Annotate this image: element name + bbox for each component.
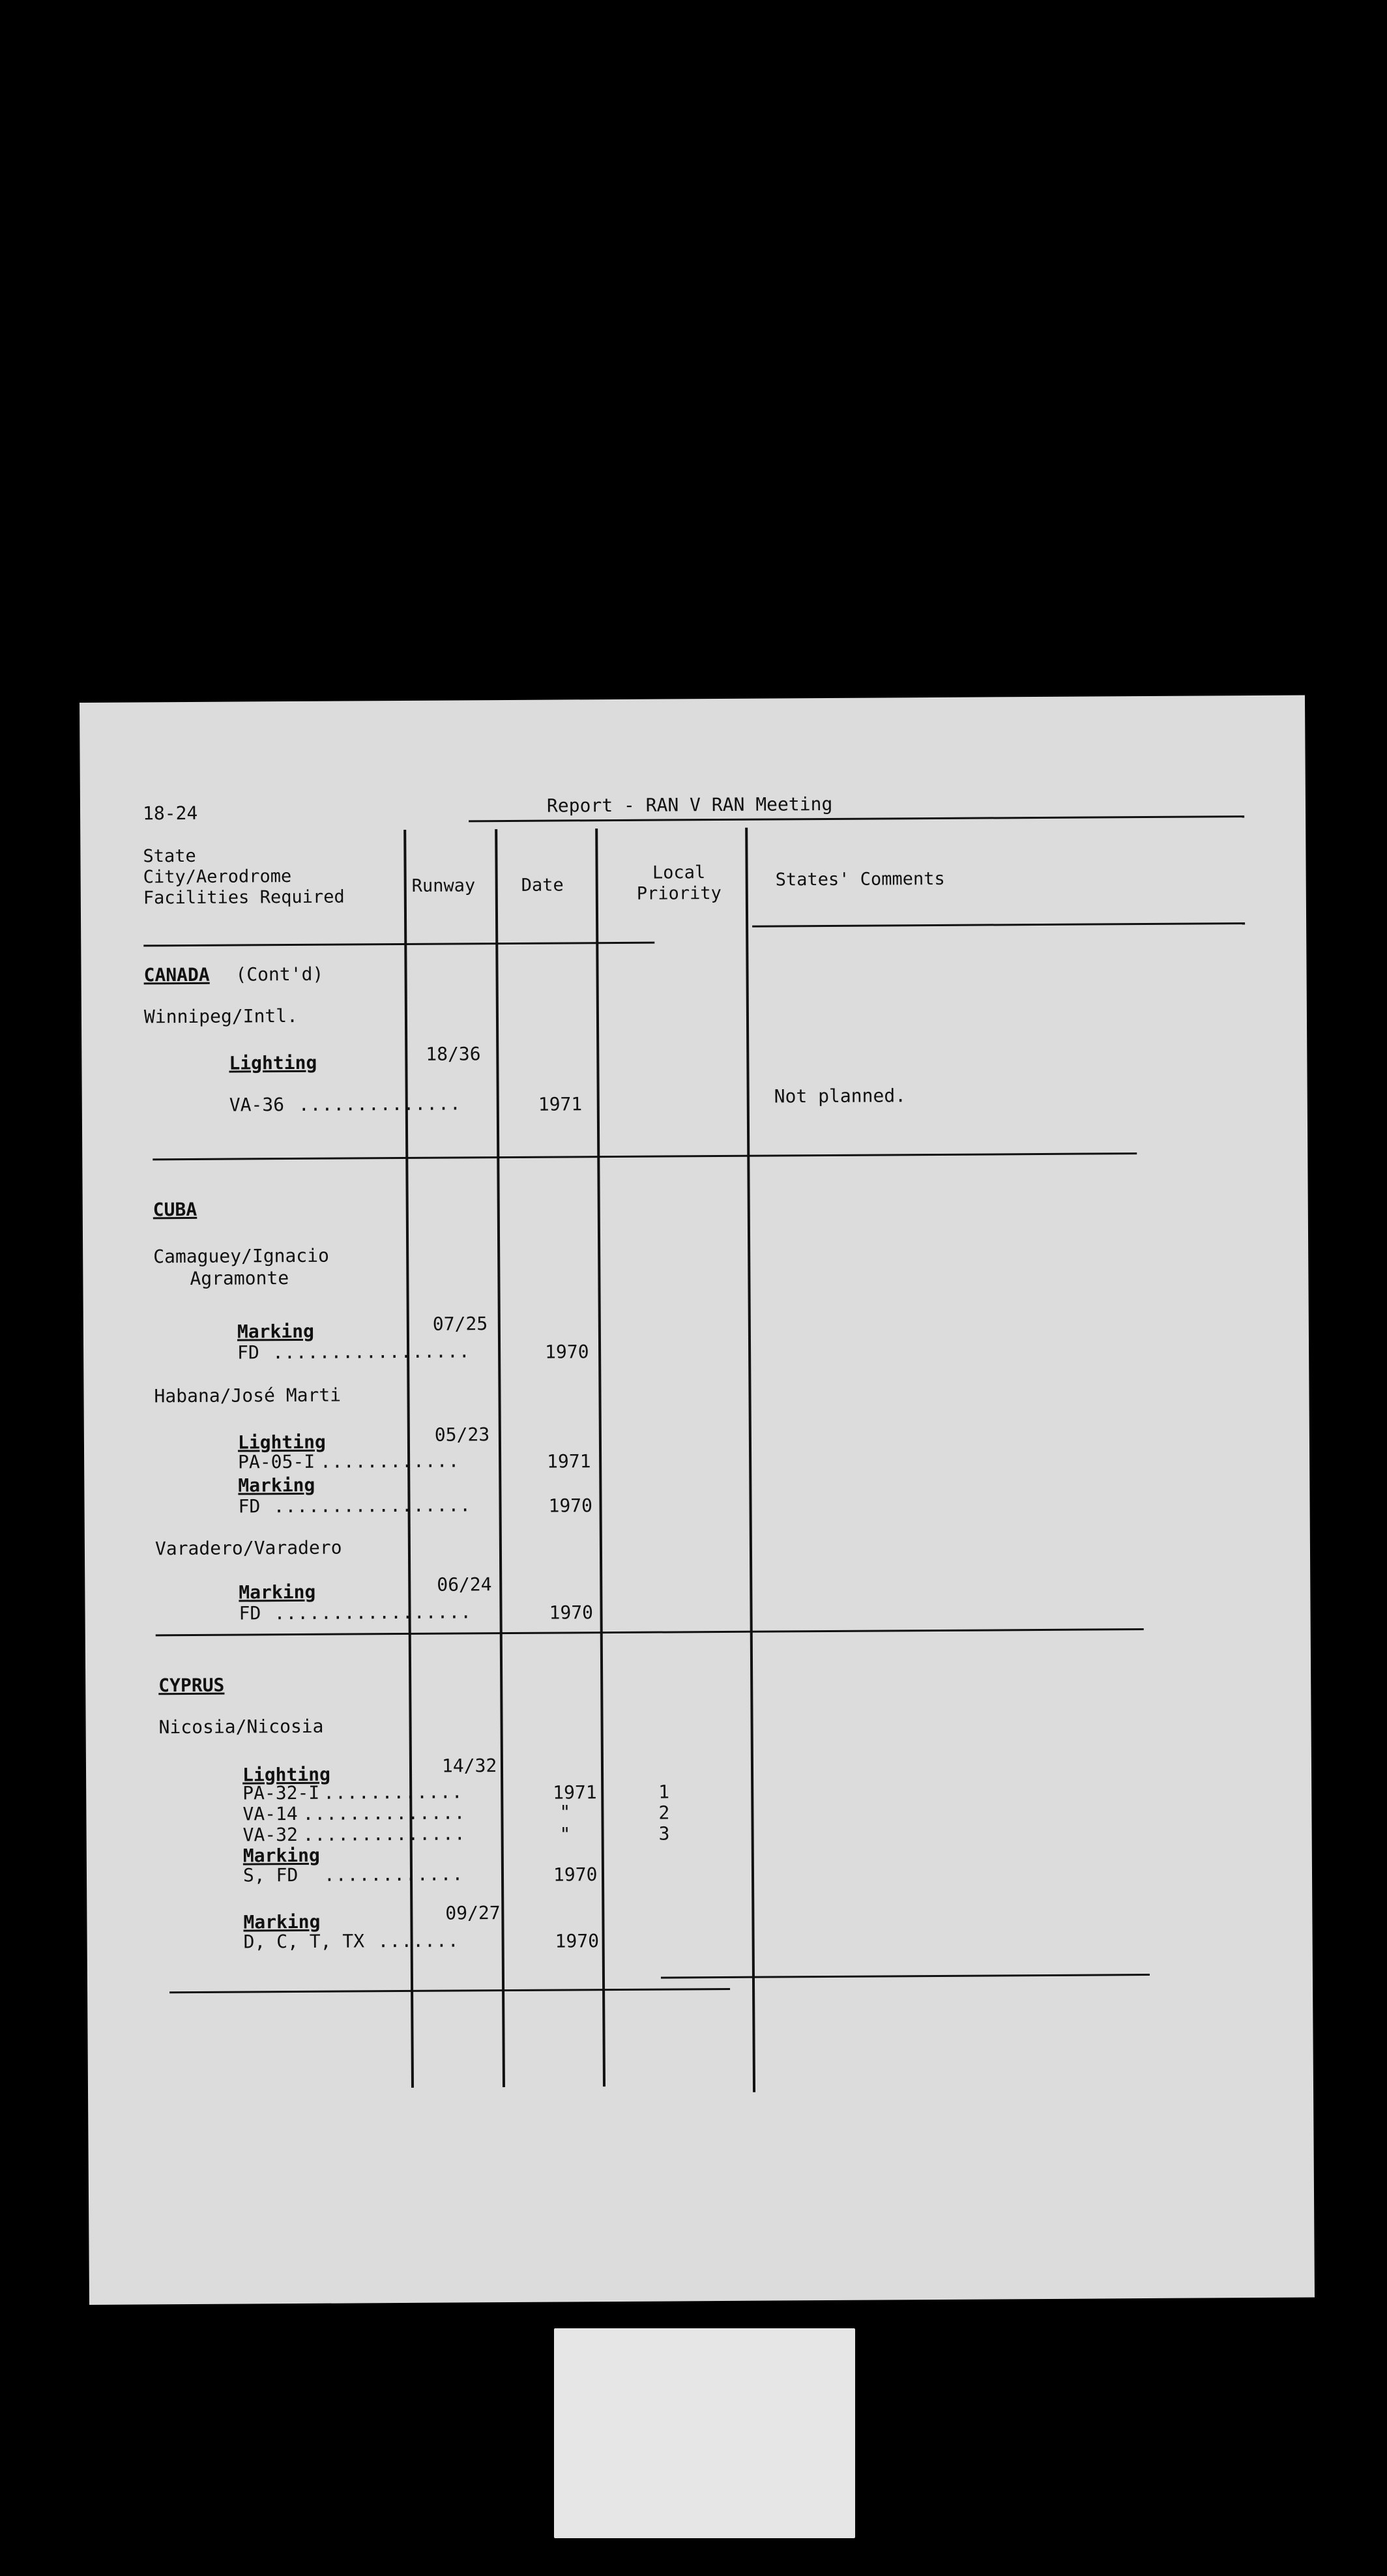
- group-heading: Marking: [242, 1844, 320, 1867]
- leader-dots: ..............: [298, 1092, 461, 1115]
- runway-value: 06/24: [437, 1573, 492, 1596]
- facility-label: PA-05-I: [238, 1450, 315, 1473]
- aerodrome-nicosia: Nicosia/Nicosia: [158, 1715, 324, 1738]
- facility-label: D, C, T, TX: [243, 1930, 365, 1953]
- section-rule-cyprus: [661, 1974, 1150, 1979]
- priority-value: 3: [658, 1822, 670, 1845]
- running-header: Report - RAN V RAN Meeting: [546, 793, 833, 817]
- state-canada: CANADA: [143, 963, 210, 986]
- date-value: 1970: [549, 1602, 594, 1624]
- col-header-state: State: [143, 845, 196, 867]
- col-header-local: Local: [652, 862, 706, 883]
- group-heading: Marking: [243, 1910, 321, 1933]
- facility-label: VA-36: [229, 1094, 285, 1116]
- date-value: 1971: [547, 1450, 591, 1472]
- col-header-date: Date: [521, 875, 564, 896]
- state-cuba: CUBA: [153, 1198, 197, 1221]
- state-canada-suffix: (Cont'd): [224, 963, 324, 986]
- aerodrome-varadero: Varadero/Varadero: [154, 1536, 342, 1560]
- blank-card: [554, 2328, 855, 2538]
- state-cyprus: CYPRUS: [158, 1674, 225, 1697]
- date-value: 1971: [538, 1093, 583, 1115]
- col-header-facilities: Facilities Required: [143, 886, 345, 909]
- section-rule-canada: [153, 1152, 1137, 1160]
- col-header-comments: States' Comments: [775, 868, 945, 890]
- group-heading: Lighting: [237, 1431, 326, 1454]
- col-header-priority: Priority: [636, 883, 722, 904]
- divider-comments-left: [745, 828, 755, 2092]
- col-header-runway: Runway: [411, 875, 476, 896]
- date-value: 1970: [544, 1341, 589, 1363]
- runway-value: 14/32: [441, 1755, 497, 1777]
- date-value: ": [559, 1801, 571, 1823]
- date-value: 1970: [555, 1930, 600, 1952]
- leader-dots: .......: [377, 1929, 460, 1952]
- leader-dots: .................: [273, 1494, 472, 1517]
- runway-value: 18/36: [426, 1043, 481, 1065]
- facility-label: FD: [239, 1602, 261, 1624]
- group-heading: Marking: [239, 1581, 316, 1603]
- leader-dots: ............: [320, 1450, 460, 1472]
- group-heading: Lighting: [242, 1763, 331, 1786]
- date-value: 1970: [548, 1495, 593, 1517]
- table-bottom-rule: [169, 1988, 730, 1993]
- col-header-city: City/Aerodrome: [143, 866, 292, 888]
- group-heading: Marking: [237, 1320, 315, 1343]
- header-rule: [469, 815, 1244, 822]
- group-heading: Marking: [238, 1474, 315, 1497]
- leader-dots: ............: [323, 1863, 464, 1886]
- aerodrome-winnipeg: Winnipeg/Intl.: [143, 1004, 299, 1028]
- col-header-rule: [143, 942, 654, 947]
- leader-dots: ..............: [302, 1802, 466, 1824]
- aerodrome-habana: Habana/José Marti: [154, 1384, 342, 1407]
- leader-dots: .................: [274, 1601, 473, 1624]
- group-heading: Lighting: [229, 1051, 317, 1074]
- page-number: 18-24: [142, 802, 198, 825]
- leader-dots: .................: [272, 1340, 471, 1364]
- document-page: [80, 695, 1315, 2305]
- facility-label: FD: [237, 1341, 259, 1364]
- comment-value: Not planned.: [774, 1085, 907, 1107]
- date-value: ": [559, 1823, 571, 1845]
- facility-label: VA-14: [242, 1802, 298, 1825]
- facility-label: VA-32: [242, 1823, 299, 1846]
- leader-dots: ............: [323, 1781, 463, 1804]
- date-value: 1971: [553, 1781, 597, 1804]
- runway-value: 05/23: [434, 1424, 490, 1446]
- date-value: 1970: [553, 1864, 598, 1886]
- runway-value: 09/27: [445, 1902, 501, 1924]
- facility-label: S, FD: [242, 1864, 299, 1886]
- facility-label: PA-32-I: [242, 1781, 320, 1804]
- aerodrome-camaguey: Camaguey/Ignacio: [153, 1244, 330, 1268]
- divider-priority-left: [595, 828, 606, 2086]
- facility-label: FD: [238, 1495, 261, 1517]
- divider-date-left: [495, 829, 505, 2087]
- leader-dots: ..............: [302, 1822, 466, 1845]
- priority-value: 2: [658, 1802, 670, 1824]
- runway-value: 07/25: [432, 1313, 488, 1335]
- section-rule-cuba: [156, 1628, 1144, 1636]
- col-header-rule-right: [752, 922, 1245, 928]
- aerodrome-camaguey-line2: Agramonte: [190, 1267, 289, 1289]
- priority-value: 1: [658, 1781, 670, 1803]
